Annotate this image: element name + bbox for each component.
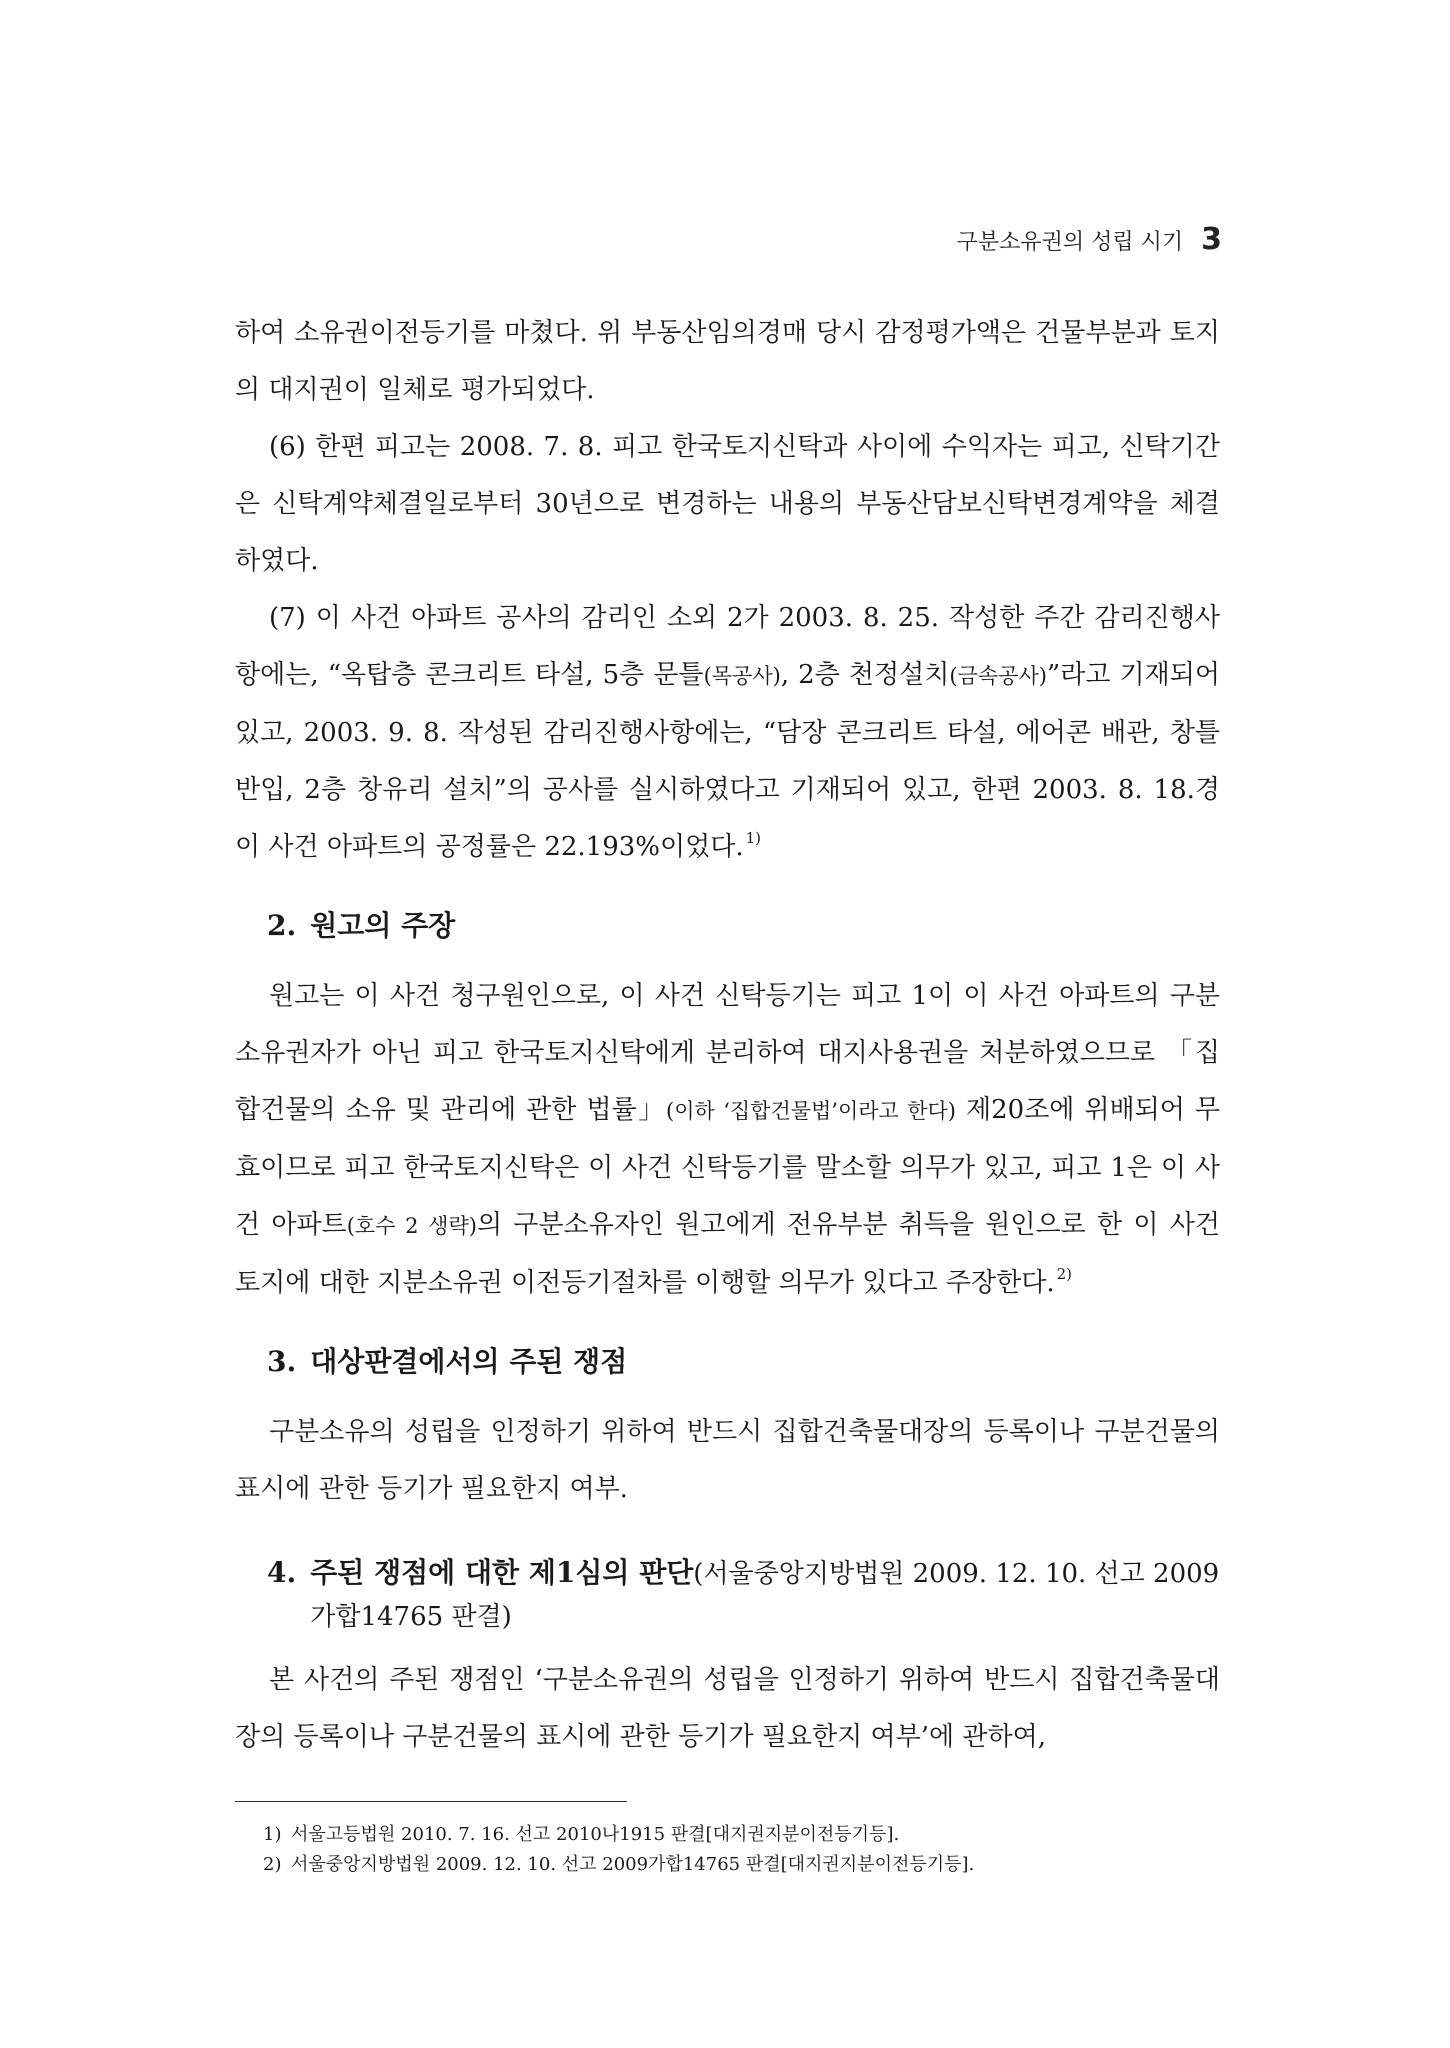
p7-text-2: , 2층 천정설치 bbox=[780, 660, 950, 690]
section-2-heading bbox=[235, 906, 1220, 946]
footnote-2-number: 2) bbox=[263, 1854, 282, 1875]
section-3-heading bbox=[235, 1342, 1220, 1382]
section-3-title: 대상판결에서의 주된 쟁점 bbox=[310, 1345, 628, 1378]
section-4-paragraph: 본 사건의 주된 쟁점인 ‘구분소유권의 성립을 인정하기 위하여 반드시 집합건축물대장의 등록이나 구분건물의 표시에 관한 등기가 필요한지 여부’에 관하여, bbox=[235, 1665, 1220, 1752]
p7-text-3: ”라고 기재되어 있고, 2003. 9. 8. 작성된 감리진행사항에는, “담장 콘크리트 타설, 에어콘 배관, 창틀 반입, 2층 창유리 설치”의 공사를 실시하였다고 기재되어 있고, 한편 2003. 8. 18.경 이 사건 아파트의 공정률은 22.193%이었다. bbox=[235, 660, 1220, 862]
section-2-title: 원고의 주장 bbox=[310, 909, 456, 942]
p7-small-2: (금속공사) bbox=[949, 664, 1047, 688]
s2-text-3: 의 구분소유자인 원고에게 전유부분 취득을 원인으로 한 이 사건 토지에 대한 지분소유권 이전등기절차를 이행할 의무가 있다고 주장한다. bbox=[235, 1210, 1220, 1298]
footnote-ref-2[interactable]: 2) bbox=[1056, 1265, 1073, 1283]
section-3-number: 3. bbox=[267, 1345, 297, 1378]
footnotes bbox=[263, 1820, 1223, 1880]
s2-small-2: (호수 2 생략) bbox=[346, 1214, 477, 1238]
main-text bbox=[235, 305, 1220, 1766]
p7-text-1: (7) 이 사건 아파트 공사의 감리인 소외 2가 2003. 8. 25. 작성한 주간 감리진행사항에는, “옥탑층 콘크리트 타설, 5층 문틀 bbox=[235, 603, 1220, 690]
section-4-heading bbox=[235, 1552, 1220, 1638]
s2-text-1: 원고는 이 사건 청구원인으로, 이 사건 신탁등기는 피고 1이 이 사건 아파트의 구분소유권자가 아닌 피고 한국토지신탁에게 분리하여 대지사용권을 처분하였으므로 「집합건물의 소유 및 관리에 관한 법률」 bbox=[235, 981, 1220, 1125]
section-2-number: 2. bbox=[267, 909, 297, 942]
footnote-ref-1[interactable]: 1) bbox=[745, 829, 762, 847]
section-3-paragraph: 구분소유의 성립을 인정하기 위하여 반드시 집합건축물대장의 등록이나 구분건물의 표시에 관한 등기가 필요한지 여부. bbox=[235, 1417, 1220, 1504]
running-header bbox=[957, 222, 1222, 257]
paragraph-6: (6) 한편 피고는 2008. 7. 8. 피고 한국토지신탁과 사이에 수익자는 피고, 신탁기간은 신탁계약체결일로부터 30년으로 변경하는 내용의 부동산담보신탁변경계약을 체결하였다. bbox=[235, 432, 1220, 576]
footnote-1 bbox=[263, 1820, 1223, 1850]
section-4-citation: (서울중앙지방법원 2009. 12. 10. 선고 2009가합14765 판결) bbox=[310, 1559, 1220, 1632]
page-number: 3 bbox=[1201, 222, 1222, 257]
s2-small-1: (이하 ‘집합건물법’이라고 한다) bbox=[666, 1099, 956, 1123]
running-title: 구분소유권의 성립 시기 bbox=[956, 230, 1184, 255]
paragraph-7 bbox=[235, 590, 1220, 876]
s2-text-2: 제20조에 위배되어 무효이므로 피고 한국토지신탁은 이 사건 신탁등기를 말소할 의무가 있고, 피고 1은 이 사건 아파트 bbox=[235, 1095, 1220, 1240]
footnote-2 bbox=[263, 1850, 1223, 1880]
footnote-2-text: 서울중앙지방법원 2009. 12. 10. 선고 2009가합14765 판결[대지권지분이전등기등]. bbox=[291, 1854, 975, 1875]
paragraph-continued: 하여 소유권이전등기를 마쳤다. 위 부동산임의경매 당시 감정평가액은 건물부분과 토지의 대지권이 일체로 평가되었다. bbox=[235, 318, 1220, 405]
footnote-divider bbox=[235, 1801, 627, 1802]
p7-small-1: (목공사) bbox=[703, 664, 781, 688]
section-4-title: 주된 쟁점에 대한 제1심의 판단 bbox=[310, 1556, 694, 1589]
section-2-paragraph bbox=[235, 968, 1220, 1312]
footnote-1-text: 서울고등법원 2010. 7. 16. 선고 2010나1915 판결[대지권지분이전등기등]. bbox=[291, 1824, 900, 1845]
section-4-number: 4. bbox=[267, 1556, 297, 1589]
footnote-1-number: 1) bbox=[263, 1824, 282, 1845]
